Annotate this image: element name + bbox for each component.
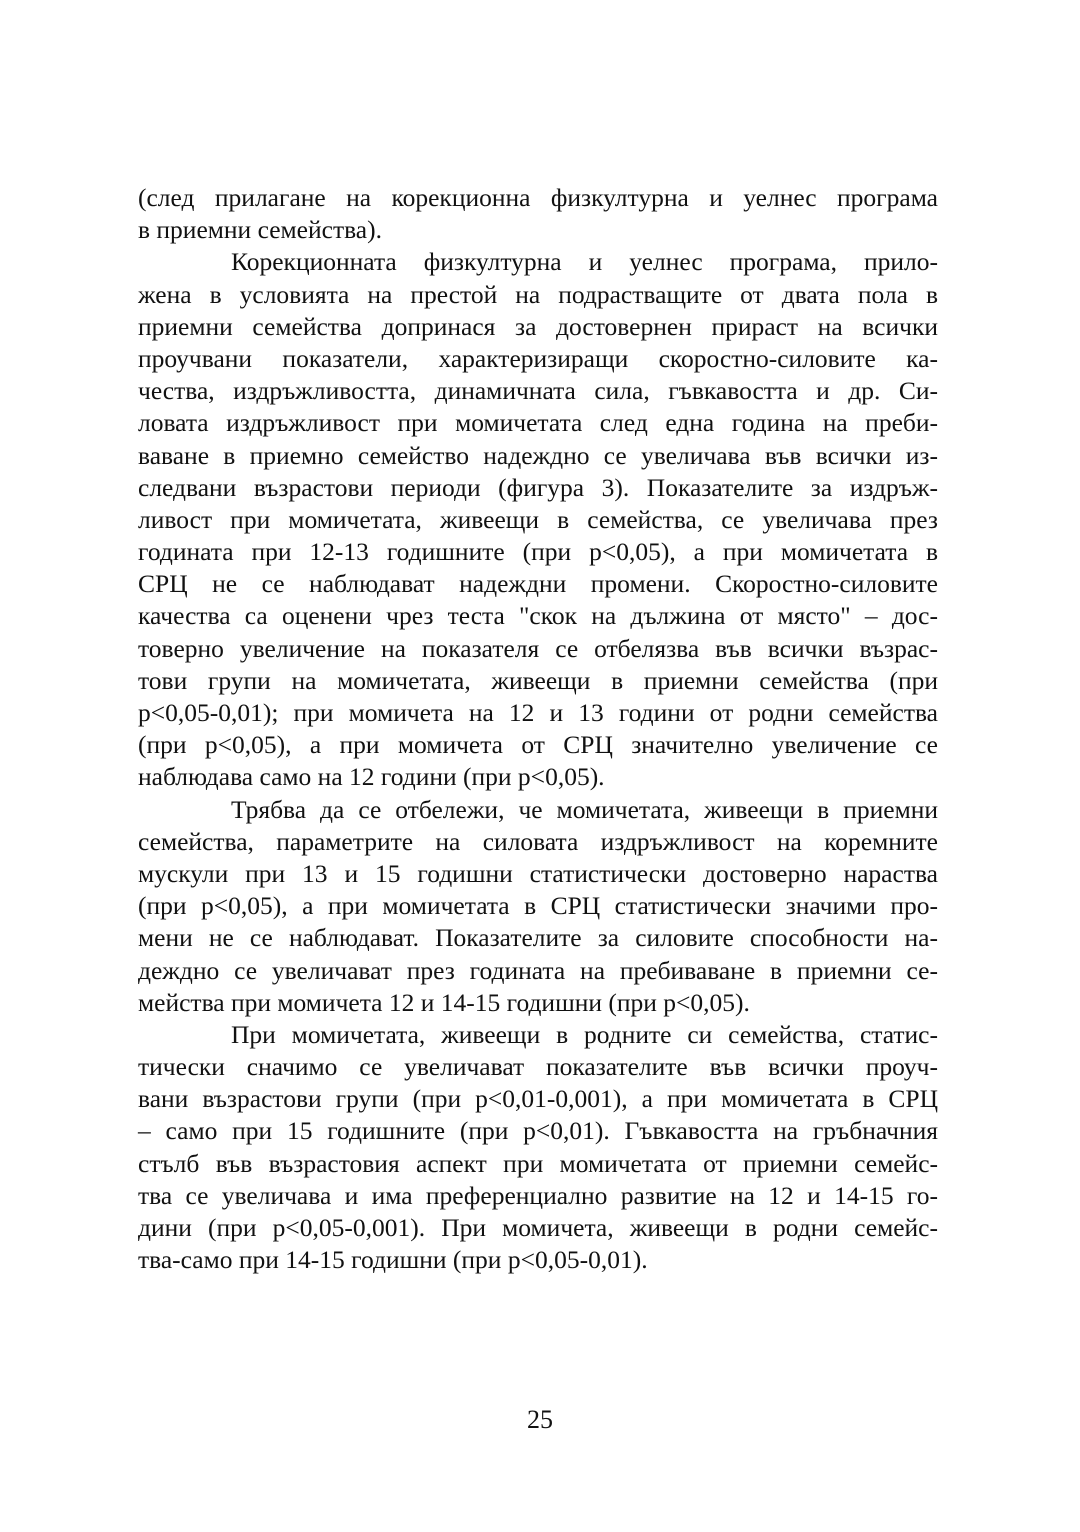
text-line: в приемни семейства). bbox=[138, 215, 382, 245]
text-line: жена в условията на престой на подрастващите от двата пола в bbox=[138, 279, 938, 309]
body-text bbox=[138, 182, 938, 1276]
text-line: (след прилагане на корекционна физкултурна и уелнес програма bbox=[138, 183, 938, 212]
text-line: наблюдава само на 12 години (при p<0,05). bbox=[138, 762, 605, 792]
text-line: тва-само при 14-15 годишни (при p<0,05-0,01). bbox=[138, 1245, 648, 1275]
text-line: стълб във възрастовия аспект при момичетата от приемни семейс- bbox=[138, 1148, 938, 1178]
text-line: (при p<0,05), а при момичетата в СРЦ статистически значими про- bbox=[138, 891, 938, 921]
text-line: качества са оценени чрез теста "скок на дължина от място" – дос- bbox=[138, 601, 938, 631]
paragraph-1 bbox=[138, 182, 938, 246]
text-line: мени не се наблюдават. Показателите за силовите способности на- bbox=[138, 923, 938, 953]
text-line: ваване в приемно семейство надеждно се увеличава във всички из- bbox=[138, 440, 938, 470]
text-line: приемни семейства допринася за достовернен прираст на всички bbox=[138, 311, 938, 341]
text-line: тва се увеличава и има преференциално развитие на 12 и 14-15 го- bbox=[138, 1180, 938, 1210]
text-line: ливост при момичетата, живеещи в семейства, се увеличава през bbox=[138, 504, 938, 534]
text-line: (при p<0,05), а при момичета от СРЦ значително увеличение се bbox=[138, 730, 938, 760]
text-line: тови групи на момичетата, живеещи в приемни семейства (при bbox=[138, 665, 938, 695]
paragraph-2 bbox=[138, 246, 938, 793]
text-line: мейства при момичета 12 и 14-15 годишни (при p<0,05). bbox=[138, 987, 750, 1017]
text-line: Трябва да се отбележи, че момичетата, живеещи в приемни bbox=[231, 794, 938, 824]
text-line: СРЦ не се наблюдават надеждни промени. Скоростно-силовите bbox=[138, 569, 938, 599]
text-line: проучвани показатели, характеризиращи скоростно-силовите ка- bbox=[138, 343, 938, 373]
paragraph-4 bbox=[138, 1019, 938, 1277]
text-line: годината при 12-13 годишните (при p<0,05), а при момичетата в bbox=[138, 537, 938, 567]
text-line: p<0,05-0,01); при момичета на 12 и 13 години от родни семейства bbox=[138, 698, 938, 727]
text-line: ловата издръжливост при момичетата след една година на преби- bbox=[138, 408, 938, 438]
text-line: При момичетата, живеещи в родните си семейства, статис- bbox=[231, 1019, 938, 1049]
paragraph-3 bbox=[138, 794, 938, 1019]
text-line: дини (при p<0,05-0,001). При момичета, живеещи в родни семейс- bbox=[138, 1213, 938, 1242]
text-line: деждно се увеличават през годината на пребиваване в приемни се- bbox=[138, 955, 938, 985]
text-line: следвани възрастови периоди (фигура 3). Показателите за издръж- bbox=[138, 472, 938, 502]
text-line: Корекционната физкултурна и уелнес програма, прило- bbox=[231, 247, 938, 277]
text-line: вани възрастови групи (при p<0,01-0,001), а при момичетата в СРЦ bbox=[138, 1084, 938, 1114]
page-number: 25 bbox=[527, 1405, 553, 1434]
text-line: семейства, параметрите на силовата издръжливост на коремните bbox=[138, 826, 938, 856]
text-line: товерно увеличение на показателя се отбелязва във всички възрас- bbox=[138, 633, 938, 663]
text-line: чества, издръжливостта, динамичната сила, гъвкавостта и др. Си- bbox=[138, 376, 938, 406]
text-line: мускули при 13 и 15 годишни статистически достоверно нараства bbox=[138, 858, 938, 888]
text-line: тически сначимо се увеличават показателите във всички проуч- bbox=[138, 1052, 938, 1082]
text-line: – само при 15 годишните (при p<0,01). Гъвкавостта на гръбначния bbox=[138, 1116, 938, 1146]
